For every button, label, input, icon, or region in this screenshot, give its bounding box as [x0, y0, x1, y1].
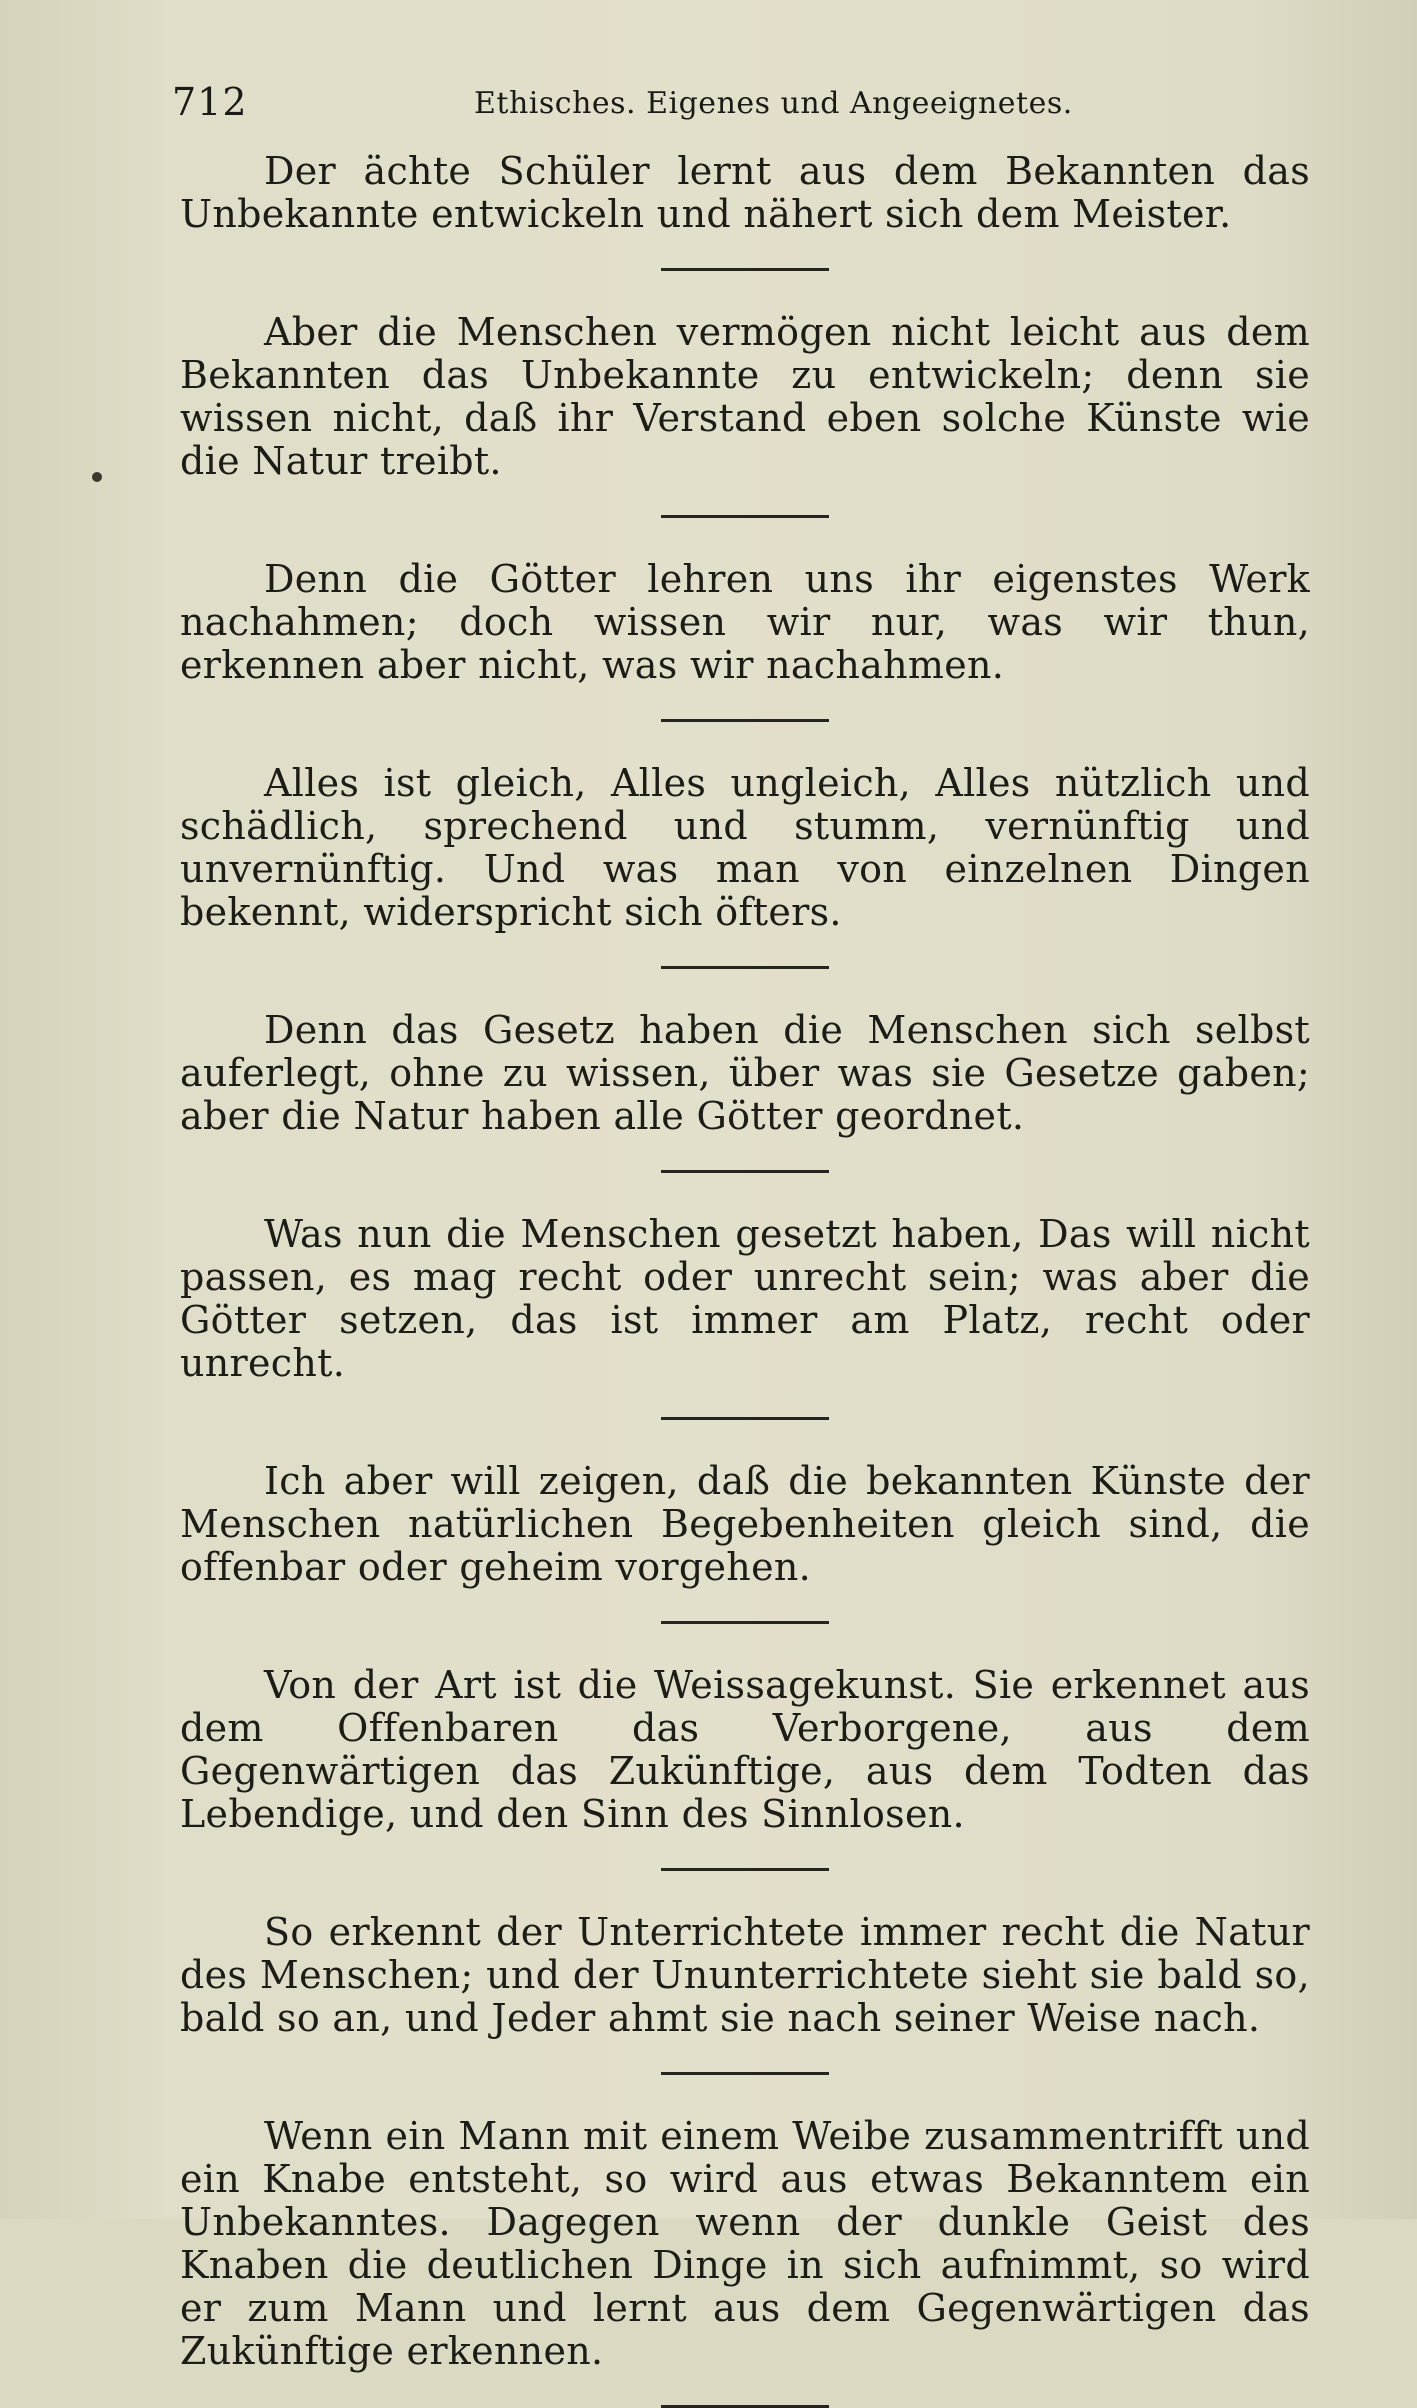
paragraph: So erkennt der Unterrichtete immer recht die Natur des Menschen; und der Ununterrichtete sieht sie bald so, bald so an, und Jeder ahmt sie nach seiner Weise nach.	[180, 1910, 1310, 2040]
paragraph: Denn die Götter lehren uns ihr eigenstes Werk nachahmen; doch wissen wir nur, was wir thun, erkennen aber nicht, was wir nachahmen.	[180, 557, 1310, 687]
section-divider	[661, 1621, 829, 1624]
page-body	[180, 150, 1310, 2408]
section-divider	[661, 719, 829, 722]
paragraph: Der ächte Schüler lernt aus dem Bekannten das Unbekannte entwickeln und nähert sich dem Meister.	[180, 149, 1310, 236]
paragraph: Ich aber will zeigen, daß die bekannten Künste der Menschen natürlichen Begebenheiten gleich sind, die offenbar oder geheim vorgehen.	[180, 1459, 1310, 1589]
paragraph: Was nun die Menschen gesetzt haben, Das will nicht passen, es mag recht oder unrecht sein; was aber die Götter setzen, das ist immer am Platz, recht oder unrecht.	[180, 1212, 1310, 1385]
paragraph: Alles ist gleich, Alles ungleich, Alles nützlich und schädlich, sprechend und stumm, vernünftig und unvernünftig. Und was man von einzelnen Dingen bekennt, widerspricht sich öfters.	[180, 761, 1310, 934]
section-divider	[661, 268, 829, 271]
paragraph: Von der Art ist die Weissagekunst. Sie erkennet aus dem Offenbaren das Verborgene, aus dem Gegenwärtigen das Zukünftige, aus dem Todten das Lebendige, und den Sinn des Sinnlosen.	[180, 1663, 1310, 1836]
paragraph: Aber die Menschen vermögen nicht leicht aus dem Bekannten das Unbekannte zu entwickeln; denn sie wissen nicht, daß ihr Verstand eben solche Künste wie die Natur treibt.	[180, 310, 1310, 483]
section-divider	[661, 1170, 829, 1173]
section-divider	[661, 1868, 829, 1871]
running-head: Ethisches. Eigenes und Angeeignetes.	[474, 86, 1073, 121]
paragraph: Wenn ein Mann mit einem Weibe zusammentrifft und ein Knabe entsteht, so wird aus etwas Bekanntem ein Unbekanntes. Dagegen wenn der dunkle Geist des Knaben die deutlichen Dinge in sich aufnimmt, so wird er zum Mann und lernt aus dem Gegenwärtigen das Zukünftige erkennen.	[180, 2114, 1310, 2373]
page-number: 712	[172, 80, 248, 124]
section-divider	[661, 515, 829, 518]
ink-speck	[92, 472, 102, 482]
section-divider	[661, 966, 829, 969]
section-divider	[661, 2072, 829, 2075]
page-header	[172, 74, 1322, 134]
section-divider	[661, 1417, 829, 1420]
paragraph: Denn das Gesetz haben die Menschen sich selbst auferlegt, ohne zu wissen, über was sie Gesetze gaben; aber die Natur haben alle Götter geordnet.	[180, 1008, 1310, 1138]
